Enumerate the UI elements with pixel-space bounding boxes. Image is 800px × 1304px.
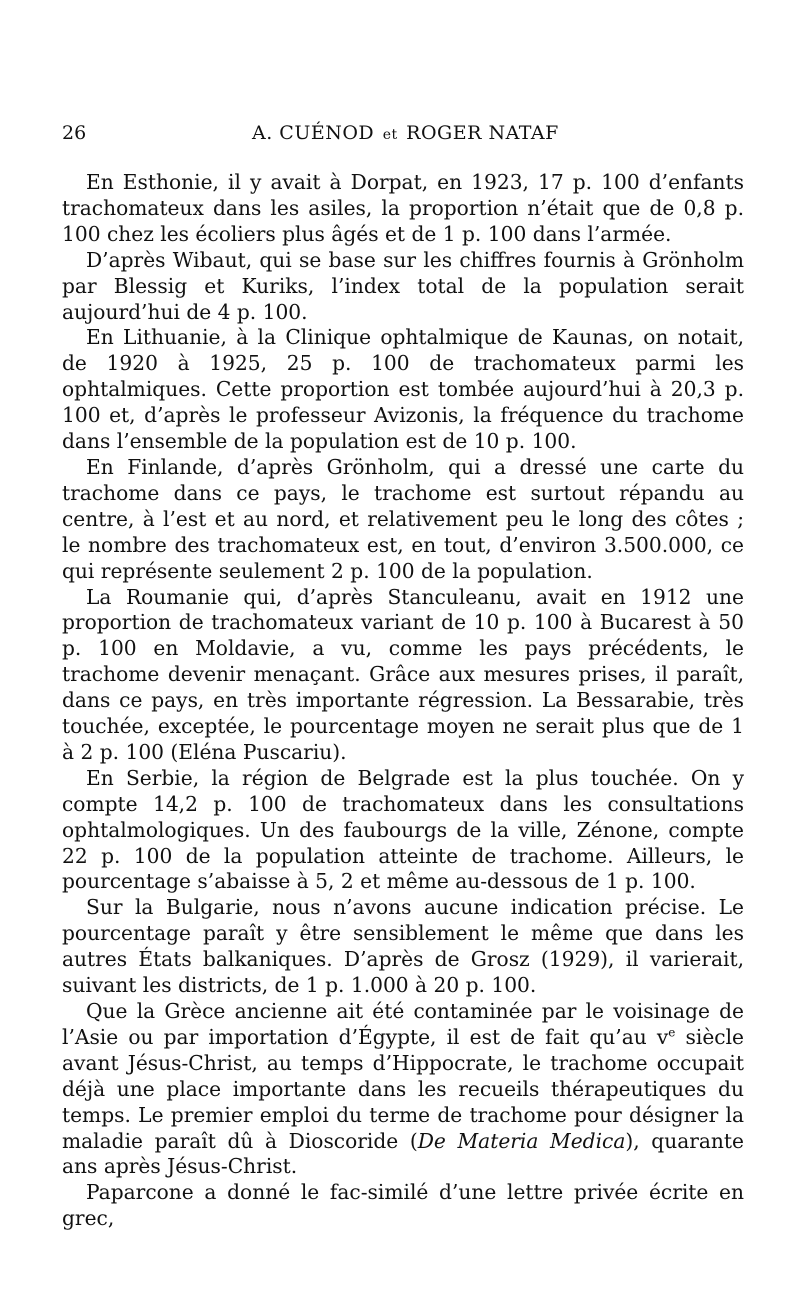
paragraph-lithuanie: En Lithuanie, à la Clinique ophtalmique de Kaunas, on notait, de 1920 à 1925, 25 p. 100 de trachomateux parmi les ophtalmiques. Cette proportion est tombée aujourd’hui à 20,3 p. 100 et, d’après le professeur Avizonis, la fréquence du trachome dans l’ensemble de la population est de 10 p. 100. [62, 325, 744, 454]
paragraph-serbie: En Serbie, la région de Belgrade est la plus touchée. On y compte 14,2 p. 100 de trachomateux dans les consultations ophtalmologiques. Un des faubourgs de la ville, Zénone, compte 22 p. 100 de la population atteinte de trachome. Ailleurs, le pourcentage s’abaisse à 5, 2 et même au-dessous de 1 p. 100. [62, 765, 744, 894]
author-2: ROGER NATAF [406, 122, 559, 144]
running-head [252, 122, 559, 144]
paragraph-esthonie: En Esthonie, il y avait à Dorpat, en 1923, 17 p. 100 d’enfants trachomateux dans les asiles, la proportion n’était que de 0,8 p. 100 chez les écoliers plus âgés et de 1 p. 100 dans l’armée. [62, 170, 744, 246]
grece-text-1: Que la Grèce ancienne ait été contaminée par le voisinage de l’Asie ou par importation d’Égypte, il est de fait qu’au v [62, 999, 744, 1049]
paragraph-bulgarie: Sur la Bulgarie, nous n’avons aucune indication précise. Le pourcentage paraît y être sensiblement le même que dans les autres États balkaniques. D’après de Grosz (1929), il varierait, suivant les districts, de 1 p. 1.000 à 20 p. 100. [62, 895, 744, 998]
book-title-italic: De Materia Medica [417, 1128, 626, 1153]
paragraph-paparcone: Paparcone a donné le fac-similé d’une lettre privée écrite en grec, [62, 1180, 744, 1231]
paragraph-roumanie: La Roumanie qui, d’après Stanculeanu, avait en 1912 une proportion de trachomateux variant de 10 p. 100 à Bucarest à 50 p. 100 en Moldavie, a vu, comme les pays précédents, le trachome devenir menaçant. Grâce aux mesures prises, il paraît, dans ce pays, en très importante régression. La Bessarabie, très touchée, exceptée, le pourcentage moyen ne serait plus que de 1 à 2 p. 100 (Eléna Puscariu). [62, 584, 744, 764]
body-text [62, 170, 744, 1232]
paragraph-wibaut: D’après Wibaut, qui se base sur les chiffres fournis à Grönholm par Blessig et Kuriks, l’index total de la population serait aujourd’hui de 4 p. 100. [62, 247, 744, 324]
page-header [62, 122, 742, 152]
author-connector: et [382, 127, 398, 143]
author-1: A. CUÉNOD [252, 122, 375, 144]
grece-text-2: siècle avant Jésus-Christ, au temps d’Hippocrate, le trachome occupait déjà une place importante dans les recueils thérapeutiques du temps. Le premier emploi du terme de trachome pour désigner la maladie paraît dû à Dioscoride ( [62, 1024, 745, 1153]
grece-text-3: ), quarante ans après Jésus-Christ. [62, 1128, 744, 1179]
page-number: 26 [62, 122, 87, 144]
paragraph-finlande: En Finlande, d’après Grönholm, qui a dressé une carte du trachome dans ce pays, le trachome est surtout répandu au centre, à l’est et au nord, et relativement peu le long des côtes ; le nombre des trachomateux est, en tout, d’environ 3.500.000, ce qui représente seulement 2 p. 100 de la population. [62, 454, 744, 583]
paragraph-grece [62, 999, 744, 1180]
century-superscript: e [668, 1025, 676, 1040]
